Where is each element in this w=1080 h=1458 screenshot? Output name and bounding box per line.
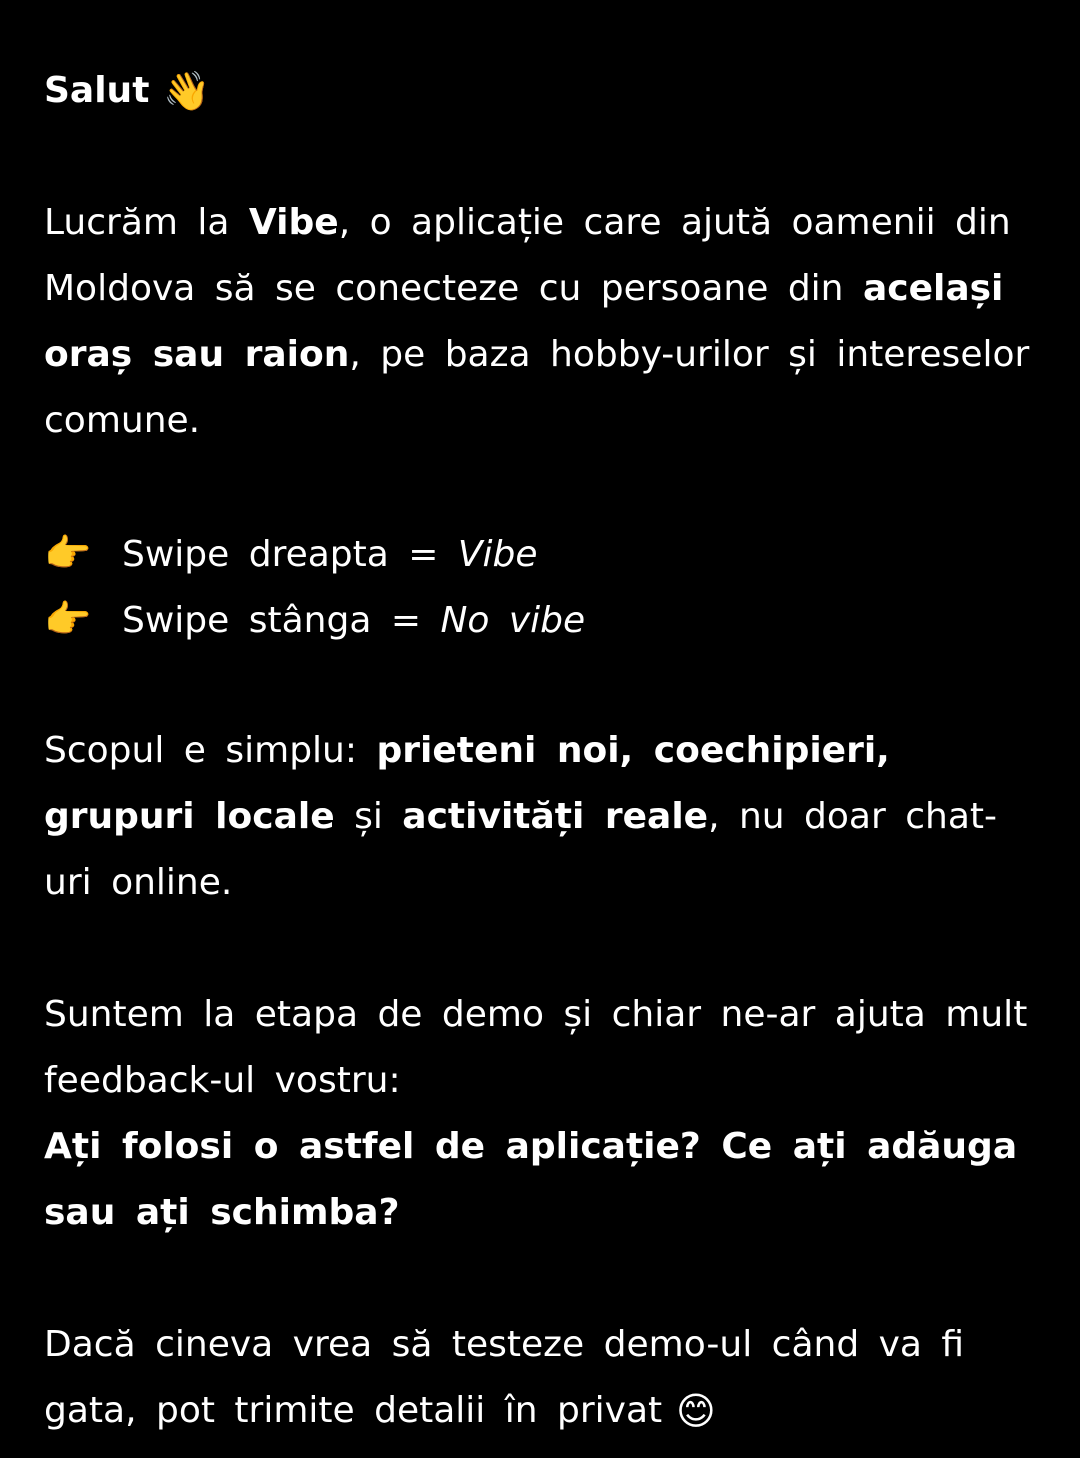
pointing-hand-icon: 👉 bbox=[44, 597, 92, 641]
swipe-right-value: Vibe bbox=[457, 534, 538, 575]
greeting-text: Salut bbox=[44, 70, 150, 111]
intro-paragraph bbox=[44, 190, 1034, 454]
goal-text-2: și bbox=[334, 796, 403, 837]
goal-text-3: , nu doar chat-uri online. bbox=[44, 796, 998, 903]
feedback-question: Ați folosi o astfel de aplicație? Ce ați adăuga sau ați schimba? bbox=[44, 1126, 1018, 1233]
swipe-left-label: Swipe stânga = bbox=[122, 600, 441, 641]
goal-text-1: Scopul e simplu: bbox=[44, 730, 377, 771]
intro-location: același oraș sau raion bbox=[44, 268, 1004, 375]
swipe-right-label: Swipe dreapta = bbox=[122, 534, 458, 575]
goal-bold-2: activități reale bbox=[402, 796, 709, 837]
swipe-left-line bbox=[44, 586, 1034, 652]
spacer bbox=[44, 454, 1034, 520]
swipe-right-line bbox=[44, 520, 1034, 586]
swipe-left-value: No vibe bbox=[440, 600, 586, 641]
goal-bold-1: prieteni noi, coechipieri, grupuri locale bbox=[44, 730, 890, 837]
intro-text-2: , o aplicație care ajută oamenii din Moldova să se conecteze cu persoane din bbox=[44, 202, 1011, 309]
closing-text: Dacă cineva vrea să testeze demo-ul când va fi gata, pot trimite detalii în privat bbox=[44, 1324, 965, 1431]
feedback-request: Suntem la etapa de demo și chiar ne-ar ajuta mult feedback-ul vostru: bbox=[44, 994, 1028, 1101]
intro-text-1: Lucrăm la bbox=[44, 202, 249, 243]
waving-hand-icon: 👋 bbox=[163, 69, 211, 113]
greeting bbox=[44, 58, 1034, 124]
closing-paragraph bbox=[44, 1312, 1034, 1444]
goal-paragraph bbox=[44, 718, 1034, 916]
post-content bbox=[44, 58, 1034, 1444]
intro-text-3: , pe baza hobby-urilor și intereselor comune. bbox=[44, 334, 1030, 441]
pointing-hand-icon: 👉 bbox=[44, 531, 92, 575]
spacer bbox=[44, 916, 1034, 982]
smiling-face-icon: 😊 bbox=[676, 1389, 716, 1433]
spacer bbox=[44, 1246, 1034, 1312]
spacer bbox=[44, 652, 1034, 718]
spacer bbox=[44, 124, 1034, 190]
app-name: Vibe bbox=[248, 202, 339, 243]
